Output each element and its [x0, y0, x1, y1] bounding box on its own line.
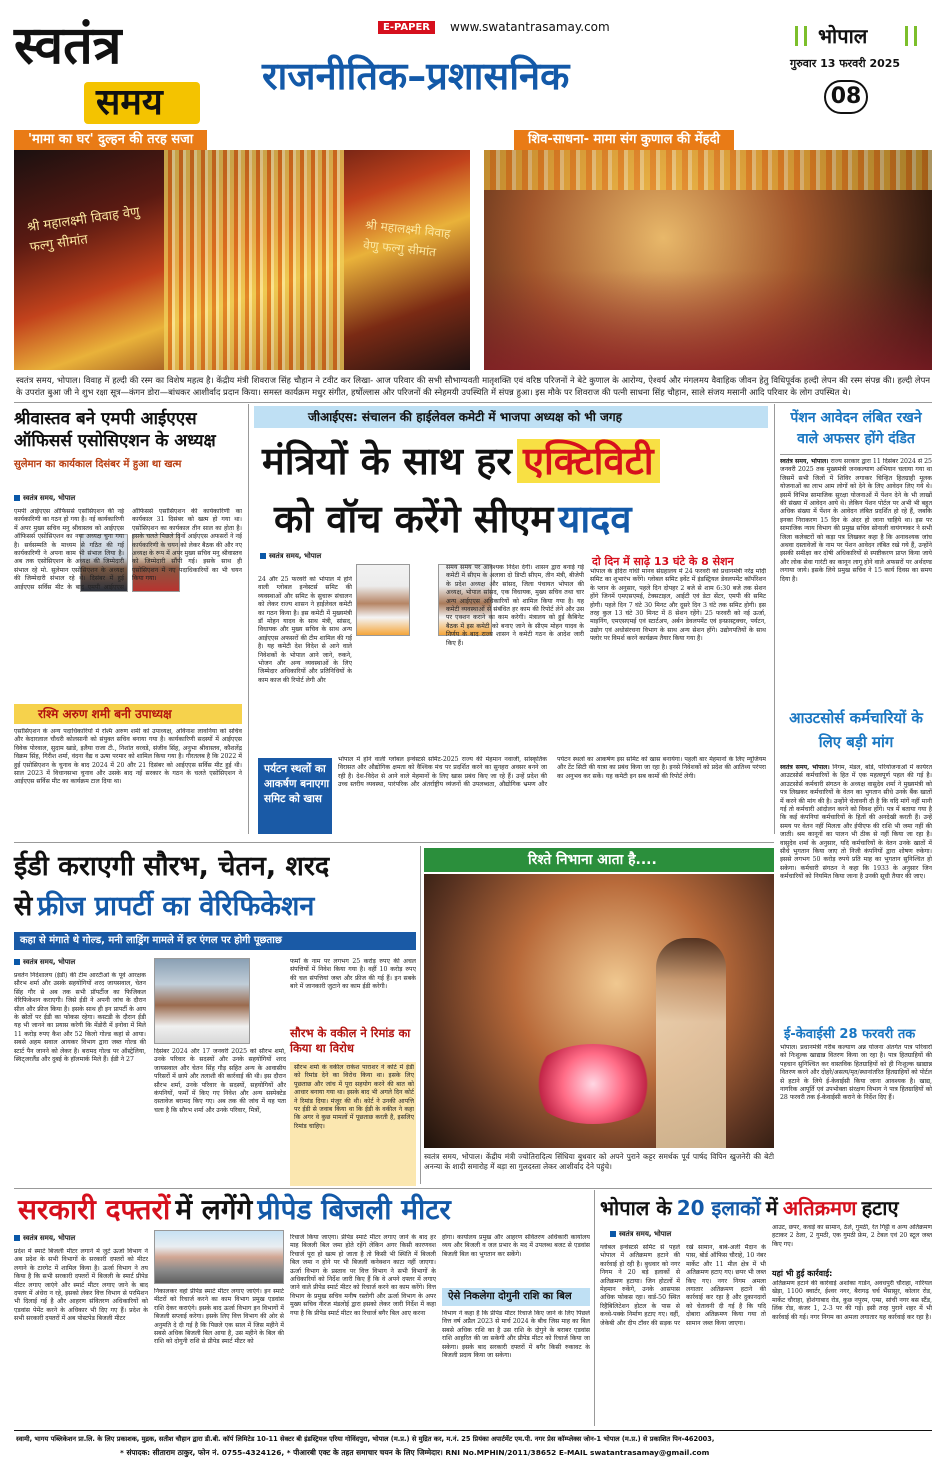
- pension-rule: [780, 454, 932, 455]
- gis-headline-part1: मंत्रियों के साथ हर: [262, 439, 512, 483]
- bouquet: [528, 1044, 658, 1124]
- meter-body-col4: होगा। कार्यालय प्रमुख और आहरण संवितरण अधिकारी कार्यालय व्यय और बिजली व जल प्रभार के मद में उपलब्ध बजट से एडवांस बिजली बिल का भुगतान कर सकेंगे।: [442, 1234, 590, 1258]
- gis-body-col2: समय समय पर आवश्यक निर्देश देगी। शासन द्वारा बनाई गई कमेटी में सीएम के अलावा दो डिप्टी सीएम, तीन मंत्री, बीजेपी के प्रदेश अध्यक्ष और सांसद, जिला पंचायत भोपाल की अध्यक्ष, भोपाल सांसद, एक विधायक, मुख्य सचिव तथा चार अन्य आईएएस अधिकारियों को शामिल किया गया है। यह कमेटी व्यवस्थाओं से संबंधित हर काम की रिपोर्ट लेने और उस पर एक्शन कराने का काम करेगी। मंत्रालय को हुई कैबिनेट बैठक में इस कमेटी को बनाए जाने के सीएम मोहन यादव के निर्णय के बाद राज्य शासन ने कमेटी गठन के आदेश जारी किए हैं।: [446, 564, 584, 647]
- meter-story: [14, 1190, 590, 1428]
- ias-byline: [14, 494, 75, 503]
- meter-headline-part3: प्रीपेड बिजली मीटर: [257, 1193, 451, 1226]
- masthead: [0, 0, 945, 128]
- byline-square-icon: [14, 495, 20, 501]
- gis-side-box-text: पर्यटन स्थलों का आकर्षण बनाएगा समिट को खास: [264, 763, 330, 805]
- outsource-story: [780, 704, 932, 1160]
- outsource-byline: स्वतंत्र समय, भोपाल।: [780, 764, 830, 771]
- cm-photo: [356, 564, 410, 636]
- meter-body2: विभाग ने कहा है कि प्रीपेड मीटर रिचार्ज किए जाने के लिए पिछले वित्त वर्ष अप्रैल 2023 से मार्च 2024 के बीच जिस माह का बिल सबसे अधिक राशि का है उस राशि के दोगुने के बराबर एडवांस राशि आहरित की जा सकेगी और प्रीपेड मीटर को रिचार्ज किया जा सकेगा। इसके बाद सरकारी दफ्तरों में बगैर किसी रुकावट के बिजली प्रदाय किया जा सकेगा।: [442, 1310, 590, 1360]
- city-bar-deco-right: [905, 26, 917, 46]
- groom-figure: [656, 938, 726, 1148]
- website[interactable]: www.swatantrasamay.com: [450, 20, 610, 34]
- ed-headline-prefix: से: [14, 891, 33, 922]
- outsource-body: [780, 764, 932, 1020]
- meter-byline: [14, 1234, 75, 1243]
- ias-body: एमपी आईएएस ऑफिसर्स एसोसिएशन की नई कार्यकारिणी का गठन हो गया है। नई कार्यकारिणी में अपर मुख्य सचिव मनु श्रीवास्तव को आईएएस ऑफिसर्स एसोसिएशन का नया अध्यक्ष चुना गया है। सर्वसम्मति के माध्यम से गठित की गई कार्यकारिणी ने अपना काम भी संभाल लिया है। अब तक एसोसिएशन के अध्यक्ष की जिम्मेदारी संभाल रहे मो. सुलेमान एसोसिएशन के अध्यक्ष की जिम्मेदारी संभाल रहे थे। दिसंबर में हुई आईएएस सर्विस मीट के बाद एमपी आईएएस ऑफिसर्स एसोसिएशन की कार्यकारिणी का कार्यकाल 31 दिसंबर को खत्म हो गया था। एसोसिएशन का कार्यकाल तीन साल का होता है। इसके चलते पिछले दिनों आईएएस अफसरों ने नई कार्यकारिणी के चयन को लेकर बैठक की और नए अध्यक्ष के रूप में अपर मुख्य सचिव मनु श्रीवास्तव को जिम्मेदारी सौंपी गई। इसके साथ ही एसोसिएशन में नए पदाधिकारियों का भी चयन किया गया।: [14, 508, 242, 591]
- meter-subhead: ऐसे निकलेगा दोगुनी राशि का बिल: [448, 1291, 572, 1302]
- meter-headline: [18, 1190, 594, 1234]
- byline-square-icon: [14, 1235, 20, 1241]
- footer-rule: [14, 1430, 932, 1431]
- meter-body-col3: रिचार्ज किया जाएगा। प्रीपेड स्मार्ट मीटर लगाए जाने के बाद हर माह बिजली बिल जमा होते रहेंगे लेकिन अगर किसी कारणवश रिचार्ज पूरा हो खत्म हो जाता है तो किसी भी स्थिति में बिजली बिल जमा न होने पर भी बिजली कनेक्शन काटा नहीं जाएगा। ऊर्जा विभाग के प्रस्ताव पर वित्त विभाग ने सभी विभागों के अधिकारियों को निर्देश जारी किए हैं कि वे अपने दफ्तर में लगाए जाने वाले प्रीपेड स्मार्ट मीटर को रिचार्ज करने का काम करेंगे। वित्त विभाग के प्रमुख सचिव मनीष रस्तोगी और ऊर्जा विभाग के अपर मुख्य सचिव नीरज मंडलोई द्वारा इसको लेकर जारी निर्देश में कहा गया है कि प्रीपेड स्मार्ट मीटर का रिचार्ज बगैर बिल आए करना: [290, 1234, 436, 1317]
- encroach-headline-red: अतिक्रमण: [782, 1196, 857, 1220]
- flower-curtain: [164, 150, 344, 370]
- gis-byline: [260, 552, 321, 561]
- encroach-byline: [610, 1230, 671, 1239]
- top-photo-right-title: शिव-साधना- मामा संग कुणाल की मेंहदी: [514, 130, 734, 150]
- gis-box-body: भोपाल के इंदिरा गांधी मानव संग्रहालय में 24 फरवरी को प्रधानमंत्री नरेंद्र मोदी समिट का शुभारंभ करेंगे। ग्लोबल समिट इवेंट में इंडस्ट्रियल डेवलपमेंट कॉर्पोरेशन के प्लान के अनुसार, पहले दिन दोपहर 2 बजे से शाम 6:30 बजे तक सेशन होंगे जिनमें एमएसएमई, टेक्सटाइल, आईटी एवं डेटा सेंटर, एमपी की समिट होगी। पहले दिन 7 घंटे 30 मिनट और दूसरे दिन 3 घंटे तक समिट होगी। इस तरह कुल 13 घंटे 30 मिनट में 8 सेशन रहेंगे। 25 फरवरी को नई ऊर्जा, माइनिंग, एमएसएमई एवं स्टार्टअप, अर्बन डेवलपमेंट एवं इन्फ्रास्ट्रक्चर, पर्यटन, उद्योग एवं अधोसंरचना विभाग के साथ अन्य सेशन होंगे। उद्योगपतियों के साथ फ्लोर पर विमर्श करने कार्यक्रम तैयार किया गया है।: [590, 568, 766, 643]
- ed-subhead2: सौरभ के वकील ने रिमांड का किया था विरोध: [290, 1026, 411, 1055]
- ed-body-col2: दिसंबर 2024 और 17 जनवरी 2025 को सौरभ शर्मा, उनके परिवार के सदस्यों और उनके सहयोगियों शरद जायसवाल और चेतन सिंह गौड़ सहित अन्य के आवासीय परिसरों में छापे और तलाशी की कार्रवाई की थी। इस दौरान सौरभ शर्मा, उनके परिवार के सदस्यों, सहयोगियों और कंपनियों, फर्मों में किए गए निवेश और अन्य सस्पेक्टेड दस्तावेज बरामद किए गए। अब तक की जांच में यह पता चला है कि सौरभ शर्मा और उनके परिवार, मित्रों,: [154, 1048, 286, 1114]
- encroach-subhead: यहां भी हुई कार्रवाई:: [772, 1269, 833, 1278]
- divider-v1: [248, 404, 249, 834]
- gis-body-col1: 24 और 25 फरवरी को भोपाल में होने वाली ग्लोबल इन्वेस्टर्स समिट की व्यवस्थाओं और समिट के सुचारू संचालन को लेकर राज्य शासन ने हाईलेवल कमेटी का गठन किया है। इस कमेटी में मुख्यमंत्री डॉ मोहन यादव के साथ मंत्री, सांसद, विधायक और मुख्य सचिव के साथ अन्य आईएएस अफसरों की टीम शामिल की गई है। यह कमेटी देश विदेश से आने वाले निवेशकों के भोपाल आने जाने, रुकने, भोजन और अन्य व्यवस्थाओं के लिए जिम्मेदार अधिकारियों और प्रतिनिधियों के काम काज की रिपोर्ट लेगी और: [258, 576, 352, 684]
- meter-body-col2: निकालकर वहां प्रीपेड स्मार्ट मीटर लगाए जाएंगे। इन स्मार्ट मीटरों को रिचार्ज करने का काम विभाग प्रमुख एडवांस राशि देकर कराएंगे। इसके बाद ऊर्जा विभाग इन विभागों में बिजली सप्लाई करेगा। इसके लिए वित्त विभाग की ओर से अनुमति दे दी गई है कि पिछले एक साल में जिस महीने में सबसे अधिक बिजली बिल आया है, उस महीने के बिल की राशि को दोगुनी राशि से प्रीपेड स्मार्ट मीटर को: [154, 1288, 284, 1346]
- byline-square-icon: [14, 959, 20, 965]
- section-title: राजनीतिक–प्रशासनिक: [262, 54, 570, 98]
- encroach-headline-suffix: हटाए: [861, 1196, 899, 1220]
- outsource-body2: भोपाल। प्रधानमंत्री गरीब कल्याण अन्न योजना अंतर्गत पात्र परिवारों को निःशुल्क खाद्यान्न वितरण किया जा रहा है। पात्र हितग्राहियों की पहचान सुनिश्चित कर वास्तविक हितग्राहियों को ही निःशुल्क खाद्यान्न वितरण करने और दोहरे/असत्य/मृत/स्थानांतरित हितग्राहियों को पोर्टल से हटाने के लिये ई-केवाईसी किया जाना आवश्यक है। खाद्य, नागरिक आपूर्ति एवं उपभोक्ता संरक्षण विभाग ने पात्र हितग्राहियों को 28 फरवरी तक ई-केवाईसी कराने के निर्देश दिए हैं।: [780, 1044, 932, 1102]
- encroach-body2: अतिक्रमण हटाने की कार्रवाई अशोका गार्डन, अवधपुरी चौराहा, नारियल खेड़ा, 1100 क्वार्टर, ईश्वर नगर, बैरागढ़ चर्च भैंसासुर, कोलार रोड, मार्केट चौराहा, होशंगाबाद रोड, कुछ नपुरम, एम्स, सांची नगर बस स्टैंड, लिंक रोड, कंजर 1, 2-3 पर की गई। इसी तरह पुराने शहर में भी कार्रवाई की गई। नगर निगम का अमला लगातार यह कार्रवाई कर रहा है।: [772, 1280, 932, 1321]
- date: गुरुवार 13 फरवरी 2025: [790, 57, 901, 70]
- meter-byline-text: स्वतंत्र समय, भोपाल: [23, 1234, 76, 1242]
- ias-story: [14, 404, 242, 840]
- divider-v2: [774, 404, 775, 834]
- page-number: 08: [824, 80, 868, 114]
- wedding-title: रिश्ते निभाना आता है....: [528, 852, 657, 868]
- pension-byline: स्वतंत्र समय, भोपाल।: [780, 458, 829, 465]
- footer-imprint: स्वामी, भागय पब्लिकेशन प्रा.लि. के लिए प्रकाशक, मुद्रक, सतीश चौहान द्वारा डी.बी. कॉर्प लिमिटेड 10-11 सेक्टर बी इंडस्ट्रियल एरिया गोविंदपुरा, भोपाल (म.प्र.) से मुद्रित कर, म.नं. 25 प्रियंका अपार्टमेंट एम.पी. नगर प्रेस कॉम्प्लेक्स जोन-1 भोपाल (म.प्र.) से प्रकाशित पिन-462003,: [16, 1435, 715, 1443]
- wedding-caption: स्वतंत्र समय, भोपाल। केंद्रीय मंत्री ज्योतिरादित्य सिंधिया बुधवार को अपने पुराने कट्टर समर्थक पूर्व पार्षद विपिन खुजनेरी की बेटी अनन्या के शादी समारोह में बड़ा सा गुलदस्ता लेकर आशीर्वाद देने पहुंचे।: [424, 1152, 774, 1171]
- divider-v4: [594, 1190, 595, 1426]
- top-photo-left: [14, 130, 470, 370]
- gis-headline-line1: [262, 434, 762, 490]
- encroach-headline-mid: में: [765, 1196, 778, 1220]
- logo: [14, 15, 194, 124]
- ed-story: [14, 846, 416, 1190]
- logo-line2: समय: [96, 82, 163, 123]
- footer-editor-line: * संपादक: सीताराम ठाकुर, फोन नं. 0755-4324126, * पीआरबी एक्ट के तहत समाचार चयन के लिए जिम्मेदार। RNI No.MPHIN/2011/38652 E-MAIL swatantrasamay@gmail.com: [120, 1448, 710, 1457]
- top-photo-right: [484, 130, 932, 370]
- meter-headline-part1: सरकारी दफ्तरों: [18, 1193, 171, 1226]
- wedding-photo: [424, 874, 774, 1148]
- encroach-body-col1: ग्लोबल इन्वेस्टर्स समिट से पहले भोपाल में अतिक्रमण हटाने की कार्रवाई हो रही है। बुधवार को नगर निगम ने 20 बड़े इलाकों से अतिक्रमण हटाया। जिन होटलों में मेहमान रुकेंगे, उनके आसपास अधिक फोकस रहा। वार्ड-50 स्थित रिहैबिलिटेशन होटल के पास से कच्चे-पक्के निर्माण हटाए गए। वहीं, जेकेबी और दीप टॉवर की सड़क पर रखे सामान, बाबे-अली मैदान के पास, बोर्ड ऑफिस चौराहे, 10 नंबर मार्केट और 11 मील क्षेत्र में भी अतिक्रमण हटाए गए। छपर भी जब्त किए गए। नगर निगम अमला लगातार अतिक्रमण हटाने की कार्रवाई कर रहा है और दुकानदारों को चेतावनी दी गई है कि यदि दोबारा अतिक्रमण किया गया तो सामान जब्त किया जाएगा।: [600, 1244, 766, 1327]
- byline-square-icon: [260, 553, 266, 559]
- epaper-label: E-PAPER: [378, 21, 435, 34]
- ias-headline: श्रीवास्तव बने एमपी आईएएस ऑफिसर्स एसोसिएशन के अध्यक्ष: [14, 409, 216, 451]
- mehndi-photo: [484, 150, 932, 370]
- encroach-headline: [600, 1192, 932, 1226]
- ed-byline-text: स्वतंत्र समय, भोपाल: [23, 958, 76, 966]
- gis-byline-text: स्वतंत्र समय, भोपाल: [269, 552, 322, 560]
- ias-byline-text: स्वतंत्र समय, भोपाल: [23, 494, 76, 502]
- top-photo-left-title: 'मामा का घर' दुल्हन की तरह सजा: [14, 130, 207, 150]
- city: भोपाल: [818, 24, 868, 48]
- gis-headline-highlight2: यादव: [558, 497, 632, 541]
- gis-headline-highlight: एक्टिविटी: [517, 439, 660, 483]
- pension-story: [780, 404, 932, 704]
- ed-body2: सौरभ शर्मा के वकील राकेश पाराशर ने कोर्ट में ईडी को रिमांड देने का विरोध किया था। इसके लिए पूछताछ और जांच में पूरा सहयोग करने की बात को आधार बनाया गया था। इसके बाद भी अगले दिन कोर्ट ने रिमांड दिया। मंजूर की थी। कोर्ट ने उनकी आपत्ति पर ईडी से जवाब किया था कि ईडी के वकील ने कहा कि अगर वे कुछ मामलों में पूछताछ करती है, इसलिए रिमांड चाहिए।: [294, 1064, 414, 1130]
- ed-subhead: कहा से मंगाते थे गोल्ड, मनी लाड्रिंग मामले में हर एंगल पर होगी पूछताछ: [20, 935, 282, 946]
- encroach-byline-text: स्वतंत्र समय, भोपाल: [619, 1230, 672, 1238]
- outsource-headline: आउटसोर्स कर्मचारियों के लिए बड़ी मांग: [789, 709, 923, 751]
- pension-body-text: राज्य सरकार द्वारा 11 दिसंबर 2024 से 25 जनवरी 2025 तक मुख्यमंत्री जनकल्याण अभियान चलाया गया था जिसमें सभी जिलों में शिविर लगाकर चिन्हित हितग्राही मूलक योजनाओं का लाभ आम लोगों को देने के लिए आवेदन लिए गये थे। इसमें विभिन्न सामाजिक सुरक्षा योजनाओं में पेंशन देने के भी लाखों की संख्या में आवेदन आये थे। लेकिन पेंशन पोर्टल पर अभी भी बहुत अधिक संख्या में पेंशन के आवेदन लंबित प्रदर्शित हो रहे हैं, जबकि इनका निराकरण 15 दिन के अंदर हो जाना चाहिये था। इस पर सामाजिक न्याय विभाग की प्रमुख सचिव सोनाली वायंगणकर ने सभी जिला कलेक्टरों को कड़ा पत्र लिखकर कहा है कि अनावश्यक जांच अथवा दस्तावेजों के नाम पर पेंशन आवेदन लंबित रखे गये हैं, उन्होंने इसकी समीक्षा कर दोषी अधिकारियों से स्पष्टीकरण प्राप्त किया जाये और लोक सेवा गारंटी का कानून लागू होने वाले अफसरों पर अर्थदण्ड लगाया जाये। इसके लिये प्रमुख सचिव ने 15 कार्य दिवस का समय दिया है।: [780, 458, 932, 583]
- crowd-shade: [484, 270, 932, 370]
- encroach-headline-prefix: भोपाल के: [600, 1196, 672, 1220]
- ed-body-col1: प्रवर्तन निदेशालय (ईडी) की टीम आरटीओ के पूर्व आरक्षक सौरभ शर्मा और उसके सहयोगियों शरद जायसवाल, चेतन सिंह गौर से अब तक सभी प्रॉपर्टीज का फिजिकल वेरिफिकेशन कराएगी। जिसे ईडी ने अपनी जांच के दौरान सील और फ्रीज किया है। इसके साथ ही इन प्रापर्टी के आय के स्रोतों पर ईडी का फोकस रहेगा। कस्टडी के दौरान ईडी यह भी जानने का प्रयास करेगी कि मेंडोरी में इनोवा में मिले 11 करोड़ रुपए कैश और 52 किलो गोल्ड कहां से आया। सबसे अहम सवाल आयकर विभाग द्वारा जब्त गोल्ड की स्टार्ट पैन जानने को लेकर है। बरामद गोल्ड पर ऑस्ट्रेलिया, स्विट्जरलैंड और दुबई के हॉलमार्क मिले हैं। ईडी ने 27: [14, 972, 146, 1064]
- gis-side-body: भोपाल में होने वाली ग्लोबल इन्वेस्टर्स समिट-2025 राज्य की मेहमान नवाजी, सांस्कृतिक विरासत और औद्योगिक क्षमता को वैश्विक मंच पर प्रदर्शित करने का सुनहरा अवसर बनने जा रही है। देश-विदेश से आने वाले मेहमानों के लिए खास प्रबंध किए जा रहे हैं। उन्हें प्रदेश की उच्च स्तरीय व्यवस्था, पारंपरिक और अंतर्राष्ट्रीय व्यंजनों की उपलब्धता, औद्योगिक भ्रमण और पर्यटन स्थलों का आकर्षण इस समिट को खास बनायेगा। पहली बार मेहमानों के लिए म्यूजियम और टेंट सिटी की यात्रा का प्रबंध किया जा रहा है। इनसे निवेशकों को प्रदेश की आतिथ्य परंपरा का अनुभव कर सकें। यह कमेटी इन सब कामों की रिपोर्ट लेगी।: [338, 756, 766, 789]
- ias-body2: एसोसिएशन के अन्य पदाधिकारियों में रश्मि अरुण शमी को उपाध्यक्ष, अविनाश लावनिया को सचिव और केदारलाल चौधरी कोलसानी को संयुक्त सचिव बनाया गया है। कार्यकारिणी सदस्यों में आईएएस विवेक पोरवाल, सुदाम खाडे, इलैया राजा टी., निशांत वरवडे, संजीव सिंह, अनुभा श्रीवास्तव, कौशलेंद्र विक्रम सिंह, गिरीश शर्मा, वंदना वैद्य व ऊषा परमार को शामिल किया गया है। गौरतलब है कि 2022 में हुई एसोसिएशन के चुनाव के बाद 2024 में 20 और 21 दिसंबर को आईएएस सर्विस मीट हुई थी। साल 2023 में विधानसभा चुनाव और उसके बाद नई सरकार के गठन के चलते एसोसिएशन ने आईएएस सर्विस मीट का कार्यक्रम टाल दिया था।: [14, 728, 242, 786]
- meter-headline-part2: में लगेंगे: [175, 1193, 253, 1226]
- saurabh-photo: [154, 958, 250, 1044]
- gis-headline-line2: [274, 492, 764, 548]
- gis-story: [254, 404, 768, 840]
- encroach-story: [600, 1190, 932, 1428]
- top-photos-caption: स्वतंत्र समय, भोपाल। विवाह में हल्दी की रस्म का विशेष महत्व है। केंद्रीय मंत्री शिवराज सिंह चौहान ने टवीट कर लिखा- आज परिवार की सभी सौभाग्यवती मातृशक्ति एवं वरिष्ठ परिजनों ने बेटे कुणाल के आरोग्य, ऐश्वर्य और मंगलमय वैवाहिक जीवन हेतु विधिपूर्वक हल्दी लेपन की रस्म संपन्न की। हल्दी लेपन के उपरांत बुआ जी ने शुभ रक्षा सूत्र—कंगन डोरा—बांधकर आशीर्वाद प्रदान किया। समस्त कार्यक्रम मधुर संगीत, हर्षोल्लास और परिजनों की स्नेहमयी उपस्थिति में संपन्न हुआ। इस मौके पर शिवराज की पत्नी साधना सिंह चौहान, साले संजय मसानी आदि परिवार के लोग उपस्थित थे।: [16, 375, 930, 397]
- pension-body: [780, 458, 932, 698]
- outsource-subhead: ई-केवाईसी 28 फरवरी तक: [784, 1027, 916, 1042]
- encroach-headline-num: 20 इलाकों: [676, 1196, 761, 1220]
- wall-text-right: श्री महालक्ष्मी विवाह वेणु फल्गु सीमांत: [362, 217, 452, 260]
- decor-photo: [14, 150, 470, 370]
- ed-headline-line1: ईडी कराएगी सौरभ, चेतन, शरद: [14, 851, 330, 882]
- byline-square-icon: [610, 1231, 616, 1237]
- city-bar-deco: [795, 26, 807, 46]
- meter-photo: [154, 1230, 284, 1284]
- ed-byline: [14, 958, 75, 967]
- divider-v3: [420, 846, 421, 1184]
- gis-box-title: दो दिन में साढ़े 13 घंटे के 8 सेशन: [592, 555, 734, 568]
- encroach-body-col2: आउट, छपर, कचड़े का सामान, ठेले, गुमठी, रेत गिट्टी व अन्य अतिक्रमण हटाकर 2 ठेला, 2 गुमठी, एक गुमठी फ्रेम, 2 टेबल एवं 20 स्टूल जब्त किए गए।: [772, 1224, 932, 1248]
- gis-kicker: जीआईएस: संचालन की हाईलेवल कमेटी में भाजपा अध्यक्ष को भी जगह: [308, 410, 623, 424]
- meter-body-col1: प्रदेश में स्मार्ट बिजली मीटर लगाने में जुटे ऊर्जा विभाग ने अब प्रदेश के सभी विभागों के सरकारी दफ्तरों को मीटर लगाने के टारगेट में शामिल किया है। ऊर्जा विभाग ने तय किया है कि सभी सरकारी दफ्तरों में बिजली के स्मार्ट प्रीपेड मीटर लगाए जाएंगे और स्मार्ट मीटर लगाए जाने के बाद दफ्तर में अंधेरा न रहे, इसको लेकर वित्त विभाग से परमिशन भी दिलाई गई है और आहरण संवितरण अधिकारियों को एडवांस पेमेंट करने के अधिकार भी दिए गए हैं। प्रदेश के सभी सरकारी दफ्तरों में अब पोस्टपेड बिजली मीटर: [14, 1248, 148, 1323]
- wedding-photo-block: [424, 846, 774, 1184]
- wall-text-left: श्री महालक्ष्मी विवाह वेणु फल्गु सीमांत: [26, 204, 141, 256]
- ed-body-col3: फर्मों के नाम पर लगभग 25 करोड़ रुपए की अचल संपत्तियों में निवेश किया गया है। वहीं 10 करोड़ रुपए की चल संपत्तियां जब्त और फ्रीज की गई हैं। इन सबके बारे में जानकारी जुटाने का काम ईडी करेगी।: [290, 958, 416, 991]
- gis-headline-part2: को वॉच करेंगे सीएम: [274, 497, 554, 541]
- ias-subhead: सुलेमान का कार्यकाल दिसंबर में हुआ था खत्म: [14, 459, 182, 470]
- outsource-body-text: निगम, मंडल, बोर्ड, परियोजनाओं में कार्यरत आउटसोर्स कर्मचारियों के हित में एक महत्वपूर्ण पहल की गई है। आउटसोर्स कर्मचारी संगठन के अध्यक्ष वासुदेव शर्मा ने मुख्यमंत्री को पत्र लिखकर कर्मचारियों के वेतन का भुगतान सीधे उनके बैंक खातों में करने की मांग की है। उन्होंने चेतावनी दी है कि यदि मांगें नहीं मानी गई तो कर्मचारी आंदोलन करने को विवश होंगे। पत्र में बताया गया है कि कई कंपनियां कर्मचारियों के हितों की अनदेखी करती हैं। उन्हें समय पर वेतन नहीं मिलता और ईपीएफ की राशि भी जमा नहीं की जाती। श्रम कानूनों का पालन भी ठीक से नहीं किया जा रहा है। वासुदेव शर्मा के अनुसार, यदि कर्मचारियों के वेतन उनके खातों में सीधे भुगतान किया जाए तो निजी कंपनियों द्वारा शोषण रुकेगा। इससे लगभग 50 करोड़ रुपये प्रति माह का भुगतान सुनिश्चित हो सकेगा। कर्मचारी संगठन ने कहा कि 1933 के अनुसार जिन कर्मचारियों को नियमित किया जाना है उनकी सूची तैयार की जाए।: [780, 764, 932, 881]
- ed-headline-line2: [14, 888, 416, 929]
- pension-headline: पेंशन आवेदन लंबित रखने वाले अफसर होंगे दंडित: [790, 410, 922, 447]
- divider-mid: [14, 842, 774, 843]
- divider-top: [14, 402, 932, 403]
- logo-line1: स्वतंत्र: [14, 15, 122, 76]
- marigold-garlands: [484, 150, 932, 190]
- ias-subhead2: रश्मि अरुण शमी बनी उपाध्यक्ष: [38, 707, 172, 721]
- divider-bottom: [14, 1188, 932, 1189]
- ed-headline-red: फ्रीज प्रापर्टी का वेरिफिकेशन: [37, 891, 315, 922]
